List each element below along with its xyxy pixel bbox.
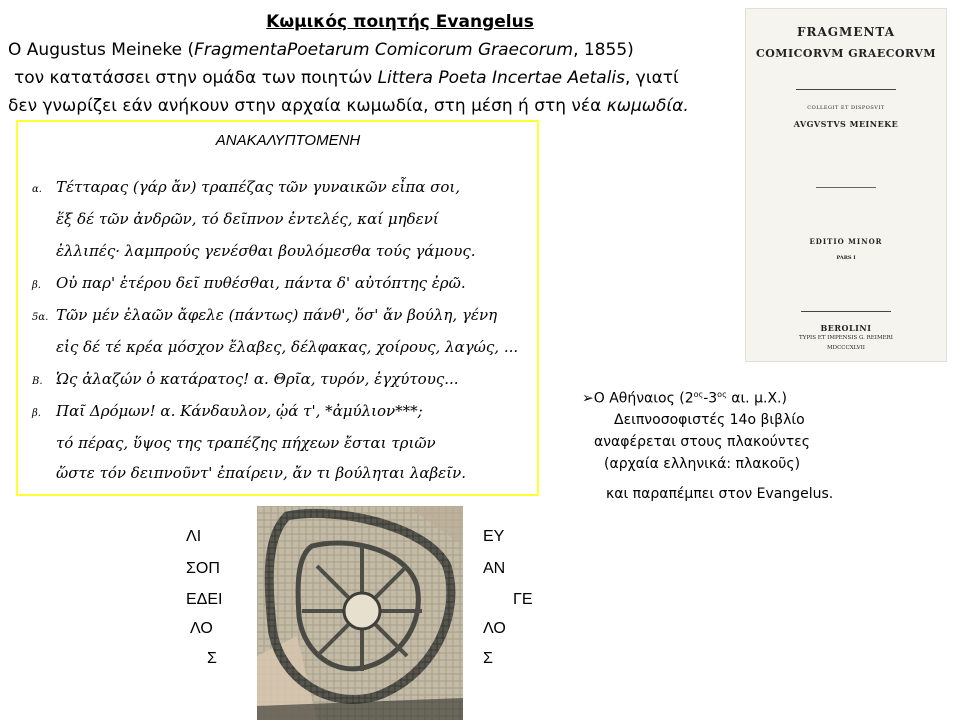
intro-text: , 1855)	[573, 40, 634, 60]
inscription-left-line: ΣΟΠ	[186, 560, 220, 577]
intro-text: τον κατατάσσει στην ομάδα των ποιητών	[14, 68, 378, 88]
speaker-label: Β.	[32, 376, 43, 387]
athenaios-line-2: Δειπνοσοφιστές 14ο βιβλίο	[614, 412, 805, 428]
ordinal-sup: ος	[717, 390, 727, 399]
speaker-label: 5α.	[32, 312, 49, 323]
quote-text: Οὐ παρ' ἑτέρου δεῖ πυθέσθαι, πάντα δ' αὐτόπτης ἐρῶ.	[56, 274, 466, 292]
book-pars: PARS I	[836, 255, 856, 261]
inscription-right-line: ΑΝ	[483, 560, 506, 577]
inscription-left-line: ΛΙ	[186, 528, 202, 545]
book-printer: TYPIS ET IMPENSIS G. REIMERI	[799, 335, 893, 341]
inscription-left-line: Σ	[207, 650, 217, 667]
athenaios-text: αι. μ.Χ.)	[726, 390, 787, 407]
book-title: FRAGMENTA	[796, 25, 896, 39]
quote-text: Παῖ Δρόμων! α. Κάνδαυλον, ᾠά τ', *ἀμύλιον***;	[56, 402, 423, 420]
athenaios-text: Ο Αθήναιος (2	[593, 390, 694, 407]
athenaios-line-4: (αρχαία ελληνικά: πλακοῦς)	[604, 456, 801, 472]
quote-text: ἐλλιπές· λαμπρούς γενέσθαι βουλόμεσθα τούς γάμους.	[56, 242, 476, 260]
intro-text: , γιατί	[624, 68, 679, 88]
arrow-bullet-icon: ➢	[582, 390, 594, 407]
book-year: MDCCCXLVII	[827, 345, 865, 351]
inscription-right-line: Σ	[483, 650, 493, 667]
quote-text: Ὡς ἀλαζών ὁ κατάρατος! α. Θρῖα, τυρόν, ἐγχύτους...	[56, 370, 459, 388]
book-edition: EDITIO MINOR	[809, 237, 883, 246]
quote-text: τό πέρας, ὕψος της τραπέζης πήχεων ἔσται τριῶν	[56, 434, 436, 452]
book-author: AVGVSTVS MEINEKE	[793, 119, 899, 129]
athenaios-line-5: και παραπέμπει στον Evangelus.	[606, 486, 834, 502]
book-subtitle: COMICORVM GRAECORVM	[755, 47, 937, 60]
intro-text: Ο Augustus Meineke (	[8, 40, 195, 60]
quote-text: Τῶν μέν ἐλαῶν ἄφελε (πάντως) πάνθ', ὅσ' ἄν βούλη, γένη	[56, 306, 498, 324]
inscription-right-line: ΕΥ	[483, 528, 505, 545]
slide-title: Κωμικός ποιητής Evangelus	[266, 12, 534, 32]
athenaios-text: -3	[703, 390, 718, 407]
intro-category: Littera Poeta Incertae Aetalis	[377, 68, 625, 88]
athenaios-line-3: αναφέρεται στους πλακούντες	[594, 434, 810, 450]
book-collegit: COLLEGIT ET DISPOSVIT	[807, 105, 885, 111]
inscription-left-line: ΕΔΕΙ	[186, 591, 223, 608]
quote-text: Τέτταρας (γάρ ἄν) τραπέζας τῶν γυναικῶν εἶπα σοι,	[56, 178, 461, 196]
speaker-label: β.	[32, 408, 41, 419]
ordinal-sup: ος	[693, 390, 704, 399]
quote-text: ὥστε τόν δειπνοῦντ' ἐπαίρειν, ἄν τι βούληται λαβεῖν.	[56, 464, 467, 482]
speaker-label: β.	[32, 280, 41, 291]
intro-text: δεν γνωρίζει εάν ανήκουν στην αρχαία κωμωδία, στη μέση ή στη νέα	[8, 96, 607, 116]
quote-heading: ΑΝΑΚΑΛΥΠΤΟΜΕΝΗ	[215, 132, 361, 149]
book-city: BEROLINI	[820, 323, 872, 333]
intro-text-italic: κωμωδία.	[606, 96, 689, 116]
quote-text: ἕξ δέ τῶν ἀνδρῶν, τό δεῖπνον ἐντελές, καί μηδενί	[56, 210, 439, 228]
speaker-label: α.	[32, 184, 42, 195]
inscription-left-line: ΛΟ	[190, 620, 213, 637]
intro-book-title: FragmentaPoetarum Comicorum Graecorum	[194, 40, 574, 60]
quote-text: εἰς δέ τέ κρέα μόσχον ἔλαβες, δέλφακας, χοίρους, λαγώς, ...	[56, 338, 519, 356]
inscription-right-line: ΓΕ	[513, 591, 533, 608]
inscription-right-line: ΛΟ	[483, 620, 506, 637]
